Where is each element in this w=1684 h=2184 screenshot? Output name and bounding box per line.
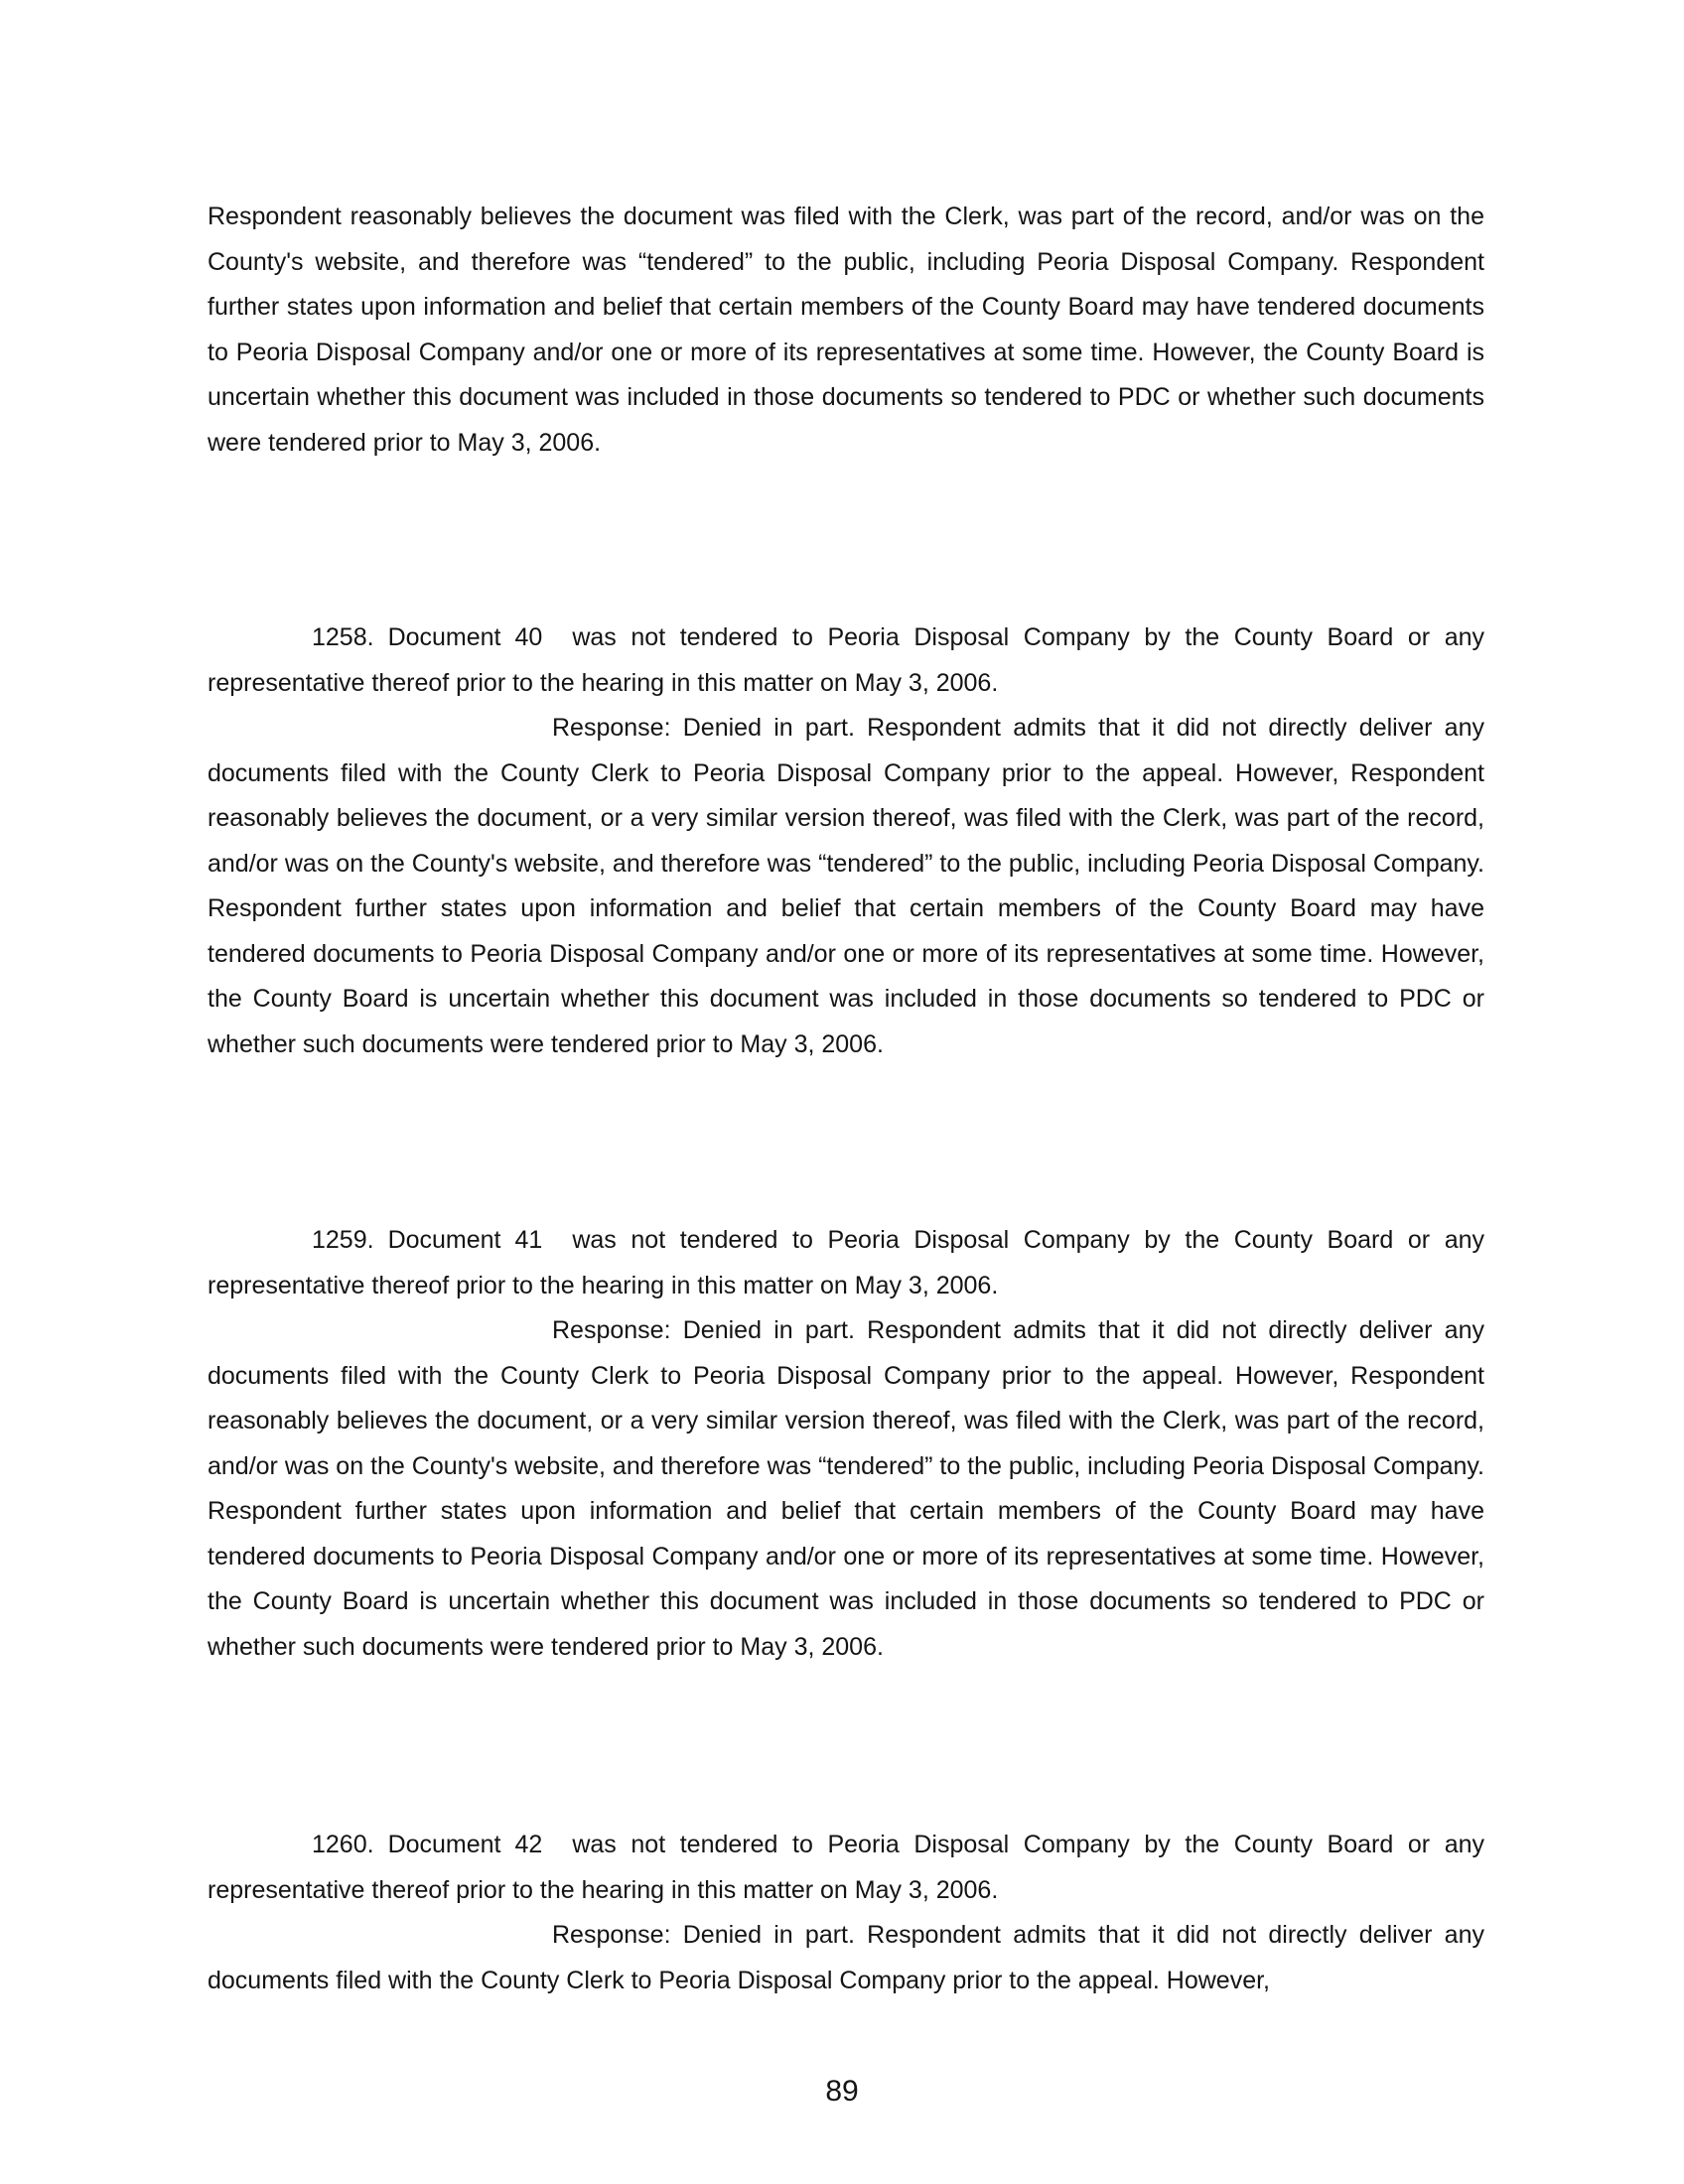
statement-text: was not tendered to Peoria Disposal Company by the County Board or any representative thereof prior to the hearing in this matter on May 3, 2006.	[208, 623, 1484, 697]
paragraph-1258	[208, 615, 1484, 1067]
paragraph-statement	[208, 615, 1484, 706]
continuation-paragraph	[208, 195, 1484, 466]
response-text: Response: Denied in part. Respondent admits that it did not directly deliver any documents filed with the County Clerk to Peoria Disposal Company prior to the appeal. However,	[208, 1921, 1484, 1994]
paragraph-statement	[208, 1218, 1484, 1308]
paragraph-1259	[208, 1218, 1484, 1670]
document-number: 41	[514, 1226, 543, 1254]
document-label: Document	[387, 1226, 501, 1254]
document-label: Document	[387, 623, 501, 651]
paragraph-number: 1258.	[312, 623, 374, 651]
statement-text: was not tendered to Peoria Disposal Company by the County Board or any representative thereof prior to the hearing in this matter on May 3, 2006.	[208, 1831, 1484, 1904]
document-label: Document	[387, 1831, 501, 1858]
page-number: 89	[825, 2075, 859, 2108]
response-text: Response: Denied in part. Respondent admits that it did not directly deliver any documents filed with the County Clerk to Peoria Disposal Company prior to the appeal. However, Respondent reasonably believes the document, or a very similar version thereof, was filed with the Clerk, was part of the record, and/or was on the County's website, and therefore was “tendered” to the public, including Peoria Disposal Company. Respondent further states upon information and belief that certain members of the County Board may have tendered documents to Peoria Disposal Company and/or one or more of its representatives at some time. However, the County Board is uncertain whether this document was included in those documents so tendered to PDC or whether such documents were tendered prior to May 3, 2006.	[208, 1316, 1484, 1661]
document-number: 40	[514, 623, 543, 651]
paragraph-1260	[208, 1823, 1484, 2003]
statement-text: was not tendered to Peoria Disposal Company by the County Board or any representative thereof prior to the hearing in this matter on May 3, 2006.	[208, 1226, 1484, 1299]
paragraph-number: 1259.	[312, 1226, 374, 1254]
response-text: Response: Denied in part. Respondent admits that it did not directly deliver any documents filed with the County Clerk to Peoria Disposal Company prior to the appeal. However, Respondent reasonably believes the document, or a very similar version thereof, was filed with the Clerk, was part of the record, and/or was on the County's website, and therefore was “tendered” to the public, including Peoria Disposal Company. Respondent further states upon information and belief that certain members of the County Board may have tendered documents to Peoria Disposal Company and/or one or more of its representatives at some time. However, the County Board is uncertain whether this document was included in those documents so tendered to PDC or whether such documents were tendered prior to May 3, 2006.	[208, 714, 1484, 1058]
paragraph-number: 1260.	[312, 1831, 374, 1858]
document-number: 42	[514, 1831, 543, 1858]
continuation-text: Respondent reasonably believes the document was filed with the Clerk, was part of the record, and/or was on the County's website, and therefore was “tendered” to the public, including Peoria Disposal Company. Respondent further states upon information and belief that certain members of the County Board may have tendered documents to Peoria Disposal Company and/or one or more of its representatives at some time. However, the County Board is uncertain whether this document was included in those documents so tendered to PDC or whether such documents were tendered prior to May 3, 2006.	[208, 203, 1484, 457]
paragraph-statement	[208, 1823, 1484, 1913]
